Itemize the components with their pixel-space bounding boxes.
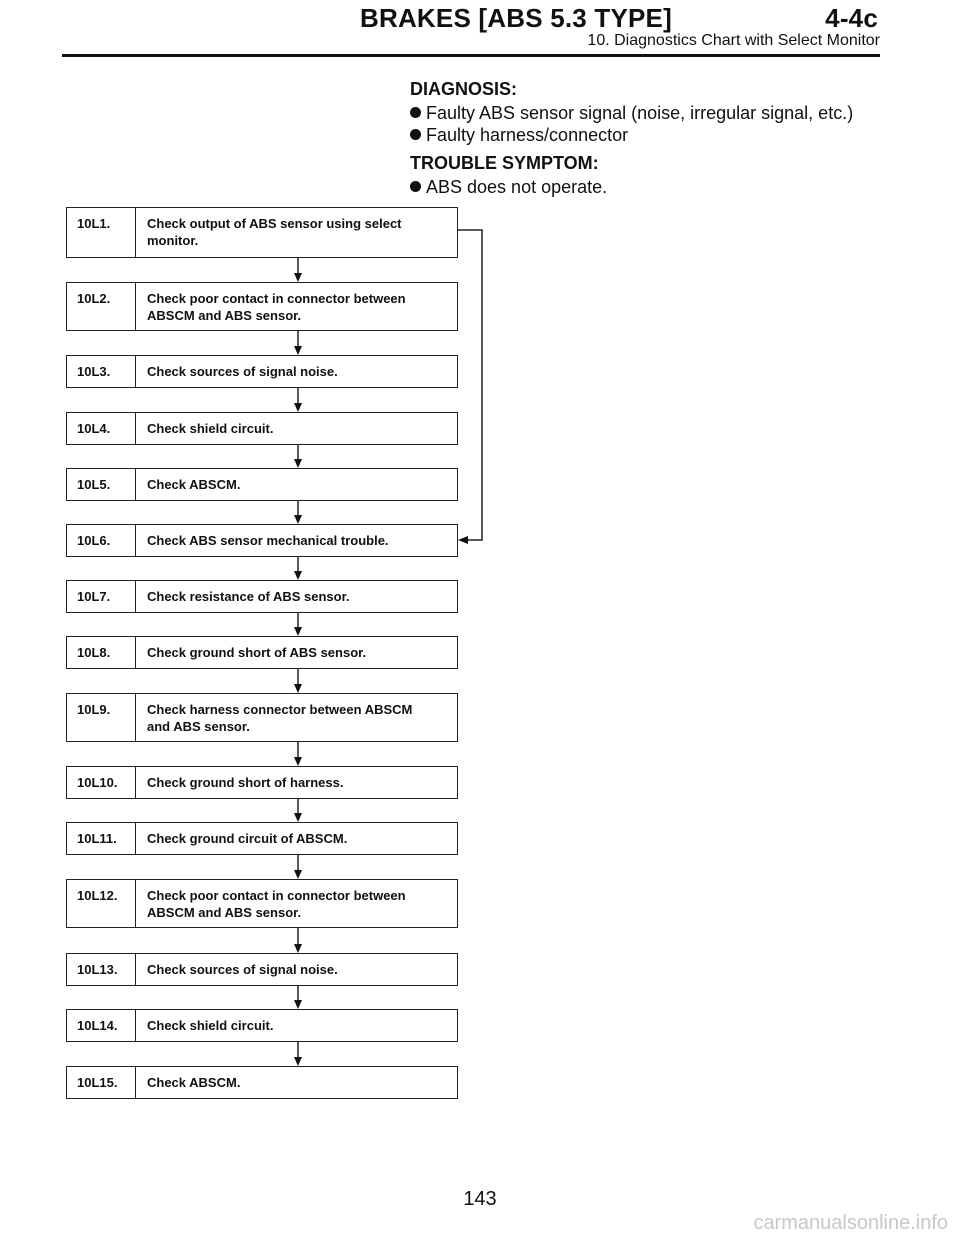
flowchart-step bbox=[66, 412, 458, 445]
step-code: 10L7. bbox=[77, 589, 111, 604]
arrow-down-icon bbox=[294, 459, 302, 468]
step-divider bbox=[135, 823, 136, 854]
step-text: Check ground short of harness. bbox=[147, 775, 344, 790]
step-text: Check output of ABS sensor using select monitor. bbox=[147, 216, 402, 248]
step-code: 10L9. bbox=[77, 702, 111, 717]
symptom-item-text: ABS does not operate. bbox=[426, 177, 608, 197]
flowchart-step bbox=[66, 879, 458, 928]
bypass-connector-line bbox=[458, 230, 482, 540]
chapter-number: 4-4c bbox=[825, 3, 878, 33]
step-text: Check harness connector between ABSCM and ABS sensor. bbox=[147, 702, 413, 734]
symptom-item bbox=[410, 176, 950, 198]
step-code: 10L6. bbox=[77, 533, 111, 548]
step-text: Check ground circuit of ABSCM. bbox=[147, 831, 348, 846]
step-text: Check sources of signal noise. bbox=[147, 364, 338, 379]
step-divider bbox=[135, 581, 136, 612]
flowchart-step bbox=[66, 953, 458, 986]
arrow-down-icon bbox=[294, 813, 302, 822]
step-text: Check poor contact in connector between ABSCM and ABS sensor. bbox=[147, 291, 406, 323]
arrow-down-icon bbox=[294, 403, 302, 412]
step-text: Check shield circuit. bbox=[147, 421, 274, 436]
flowchart-step bbox=[66, 580, 458, 613]
step-divider bbox=[135, 637, 136, 668]
step-code: 10L5. bbox=[77, 477, 111, 492]
arrow-down-icon bbox=[294, 627, 302, 636]
diagnosis-item bbox=[410, 124, 950, 146]
arrow-down-icon bbox=[294, 757, 302, 766]
step-divider bbox=[135, 525, 136, 556]
trouble-symptom-heading: TROUBLE SYMPTOM: bbox=[410, 153, 599, 173]
step-divider bbox=[135, 880, 136, 927]
arrow-down-icon bbox=[294, 684, 302, 693]
step-divider bbox=[135, 208, 136, 257]
step-code: 10L1. bbox=[77, 216, 111, 231]
page-header bbox=[360, 2, 880, 34]
arrow-down-icon bbox=[294, 515, 302, 524]
arrow-down-icon bbox=[294, 273, 302, 282]
bullet-icon bbox=[410, 107, 421, 118]
step-divider bbox=[135, 694, 136, 741]
section-title: BRAKES [ABS 5.3 TYPE] bbox=[360, 3, 672, 33]
step-divider bbox=[135, 469, 136, 500]
arrow-down-icon bbox=[294, 346, 302, 355]
step-code: 10L15. bbox=[77, 1075, 118, 1090]
header-rule bbox=[62, 54, 880, 57]
step-text: Check resistance of ABS sensor. bbox=[147, 589, 350, 604]
step-text: Check ABS sensor mechanical trouble. bbox=[147, 533, 389, 548]
flowchart-step bbox=[66, 636, 458, 669]
step-code: 10L2. bbox=[77, 291, 111, 306]
step-text: Check ground short of ABS sensor. bbox=[147, 645, 367, 660]
step-code: 10L14. bbox=[77, 1018, 118, 1033]
flowchart-step bbox=[66, 1066, 458, 1099]
step-divider bbox=[135, 767, 136, 798]
step-divider bbox=[135, 954, 136, 985]
flowchart-step bbox=[66, 524, 458, 557]
arrow-down-icon bbox=[294, 870, 302, 879]
diagnosis-block bbox=[410, 76, 950, 198]
diagnosis-item-text: Faulty harness/connector bbox=[426, 125, 629, 145]
step-text: Check sources of signal noise. bbox=[147, 962, 338, 977]
step-code: 10L4. bbox=[77, 421, 111, 436]
step-divider bbox=[135, 356, 136, 387]
flowchart-step bbox=[66, 693, 458, 742]
diagnosis-heading: DIAGNOSIS: bbox=[410, 79, 518, 99]
step-divider bbox=[135, 283, 136, 330]
step-divider bbox=[135, 413, 136, 444]
arrow-left-icon bbox=[458, 536, 468, 544]
bullet-icon bbox=[410, 181, 421, 192]
flowchart-step bbox=[66, 282, 458, 331]
flowchart-step bbox=[66, 822, 458, 855]
step-divider bbox=[135, 1067, 136, 1098]
page-number: 143 bbox=[463, 1188, 497, 1210]
flowchart-step bbox=[66, 468, 458, 501]
step-code: 10L8. bbox=[77, 645, 111, 660]
arrow-down-icon bbox=[294, 571, 302, 580]
flowchart-step bbox=[66, 207, 458, 258]
step-text: Check shield circuit. bbox=[147, 1018, 274, 1033]
step-text: Check ABSCM. bbox=[147, 1075, 241, 1090]
step-code: 10L10. bbox=[77, 775, 118, 790]
step-code: 10L11. bbox=[77, 831, 117, 846]
flowchart-step bbox=[66, 355, 458, 388]
step-code: 10L13. bbox=[77, 962, 118, 977]
bullet-icon bbox=[410, 129, 421, 140]
step-text: Check ABSCM. bbox=[147, 477, 241, 492]
flowchart-step bbox=[66, 1009, 458, 1042]
diagnosis-item bbox=[410, 102, 950, 124]
arrow-down-icon bbox=[294, 1057, 302, 1066]
arrow-down-icon bbox=[294, 1000, 302, 1009]
step-divider bbox=[135, 1010, 136, 1041]
step-text: Check poor contact in connector between ABSCM and ABS sensor. bbox=[147, 888, 406, 920]
watermark: carmanualsonline.info bbox=[753, 1212, 948, 1234]
step-code: 10L3. bbox=[77, 364, 111, 379]
diagnosis-item-text: Faulty ABS sensor signal (noise, irregular signal, etc.) bbox=[426, 103, 854, 123]
arrow-down-icon bbox=[294, 944, 302, 953]
section-subtitle: 10. Diagnostics Chart with Select Monitor bbox=[587, 32, 880, 49]
step-code: 10L12. bbox=[77, 888, 118, 903]
flowchart-step bbox=[66, 766, 458, 799]
